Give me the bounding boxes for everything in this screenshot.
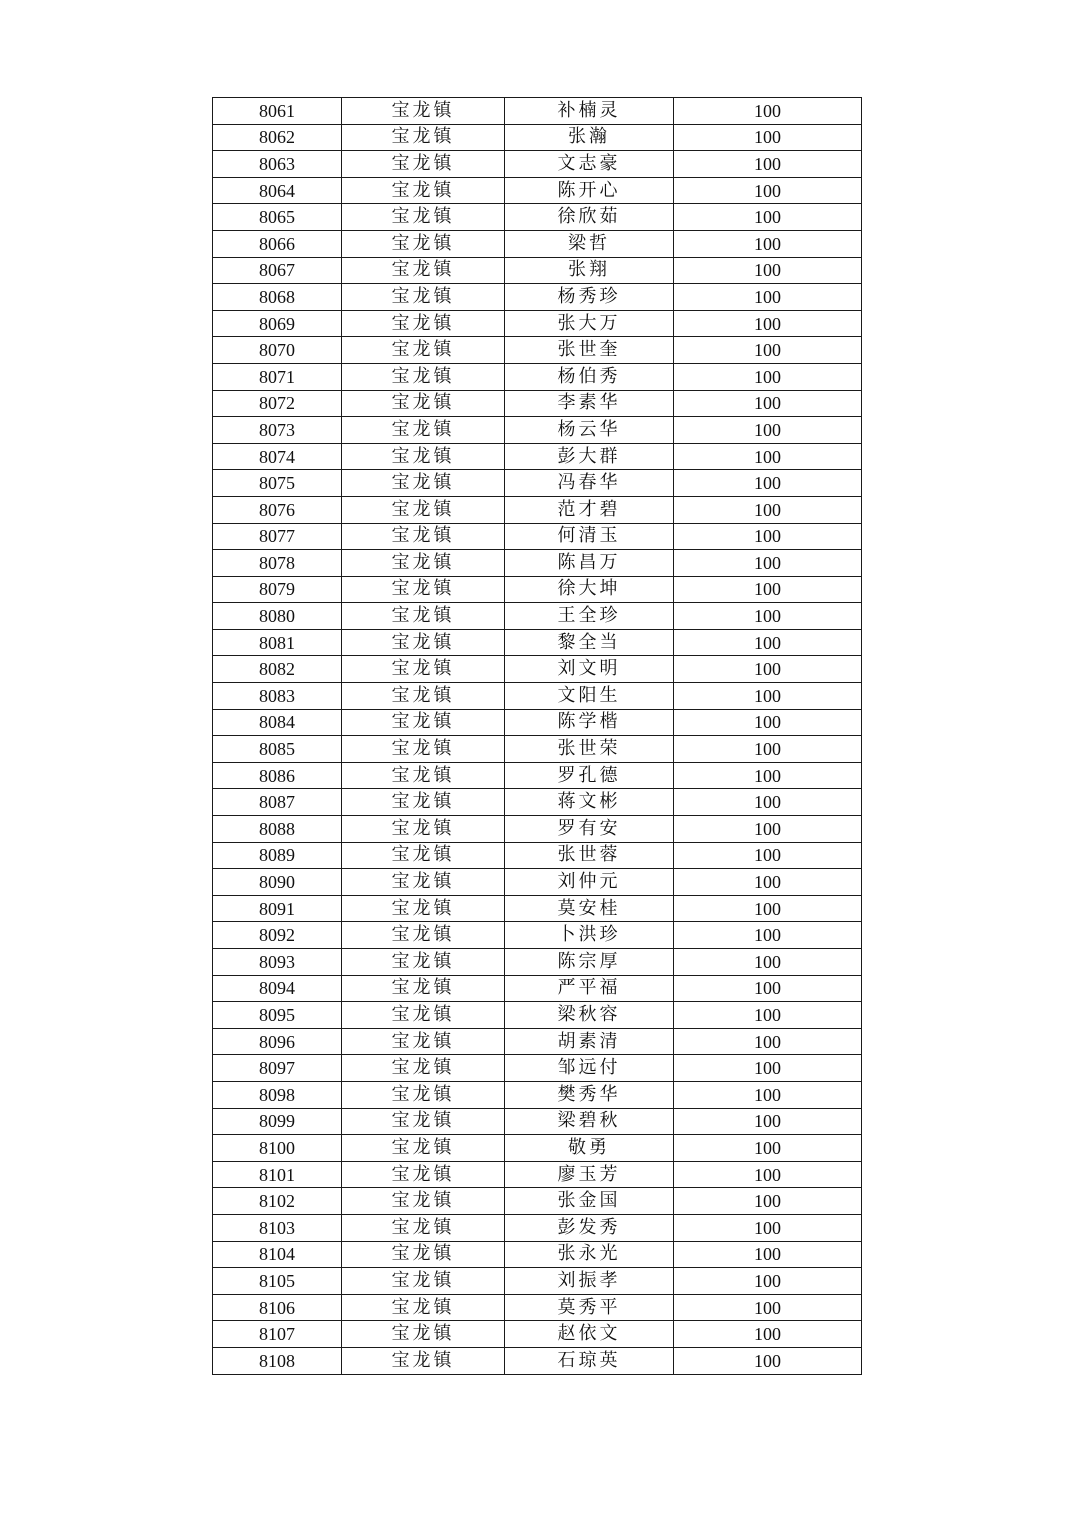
table-row	[213, 1161, 862, 1188]
amount-cell: 100	[674, 816, 862, 843]
name-cell: 罗孔德	[505, 762, 674, 789]
table-row	[213, 922, 862, 949]
town-cell: 宝龙镇	[342, 869, 505, 896]
name-cell: 张世荣	[505, 736, 674, 763]
amount-cell: 100	[674, 470, 862, 497]
town-cell: 宝龙镇	[342, 816, 505, 843]
row-number-cell: 8082	[213, 656, 342, 683]
amount-cell: 100	[674, 443, 862, 470]
name-cell: 张大万	[505, 310, 674, 337]
name-cell: 廖玉芳	[505, 1161, 674, 1188]
row-number-cell: 8100	[213, 1135, 342, 1162]
name-cell: 补楠灵	[505, 98, 674, 125]
town-cell: 宝龙镇	[342, 523, 505, 550]
table-row	[213, 523, 862, 550]
row-number-cell: 8099	[213, 1108, 342, 1135]
table-row	[213, 949, 862, 976]
town-cell: 宝龙镇	[342, 1055, 505, 1082]
town-cell: 宝龙镇	[342, 390, 505, 417]
town-cell: 宝龙镇	[342, 1188, 505, 1215]
table-row	[213, 1108, 862, 1135]
name-cell: 蒋文彬	[505, 789, 674, 816]
amount-cell: 100	[674, 1347, 862, 1374]
town-cell: 宝龙镇	[342, 177, 505, 204]
row-number-cell: 8108	[213, 1347, 342, 1374]
table-row	[213, 1135, 862, 1162]
table-row	[213, 470, 862, 497]
table-row	[213, 1081, 862, 1108]
row-number-cell: 8067	[213, 257, 342, 284]
amount-cell: 100	[674, 363, 862, 390]
table-row	[213, 789, 862, 816]
amount-cell: 100	[674, 98, 862, 125]
town-cell: 宝龙镇	[342, 98, 505, 125]
town-cell: 宝龙镇	[342, 550, 505, 577]
table-row	[213, 177, 862, 204]
table-row	[213, 257, 862, 284]
amount-cell: 100	[674, 789, 862, 816]
table-row	[213, 576, 862, 603]
name-cell: 张世蓉	[505, 842, 674, 869]
amount-cell: 100	[674, 337, 862, 364]
town-cell: 宝龙镇	[342, 922, 505, 949]
town-cell: 宝龙镇	[342, 310, 505, 337]
amount-cell: 100	[674, 496, 862, 523]
town-cell: 宝龙镇	[342, 1268, 505, 1295]
row-number-cell: 8065	[213, 204, 342, 231]
town-cell: 宝龙镇	[342, 1161, 505, 1188]
amount-cell: 100	[674, 1188, 862, 1215]
amount-cell: 100	[674, 1002, 862, 1029]
row-number-cell: 8068	[213, 284, 342, 311]
amount-cell: 100	[674, 550, 862, 577]
row-number-cell: 8066	[213, 230, 342, 257]
row-number-cell: 8079	[213, 576, 342, 603]
table-row	[213, 204, 862, 231]
roster-table-body	[213, 98, 862, 1375]
name-cell: 卜洪珍	[505, 922, 674, 949]
amount-cell: 100	[674, 523, 862, 550]
amount-cell: 100	[674, 1028, 862, 1055]
roster-table	[212, 97, 862, 1375]
amount-cell: 100	[674, 1135, 862, 1162]
name-cell: 彭发秀	[505, 1214, 674, 1241]
amount-cell: 100	[674, 1108, 862, 1135]
amount-cell: 100	[674, 1268, 862, 1295]
name-cell: 黎全当	[505, 629, 674, 656]
table-row	[213, 1188, 862, 1215]
row-number-cell: 8069	[213, 310, 342, 337]
town-cell: 宝龙镇	[342, 1002, 505, 1029]
table-row	[213, 363, 862, 390]
town-cell: 宝龙镇	[342, 762, 505, 789]
town-cell: 宝龙镇	[342, 789, 505, 816]
town-cell: 宝龙镇	[342, 603, 505, 630]
name-cell: 张翔	[505, 257, 674, 284]
table-row	[213, 230, 862, 257]
town-cell: 宝龙镇	[342, 1214, 505, 1241]
table-row	[213, 417, 862, 444]
town-cell: 宝龙镇	[342, 257, 505, 284]
row-number-cell: 8085	[213, 736, 342, 763]
town-cell: 宝龙镇	[342, 736, 505, 763]
amount-cell: 100	[674, 124, 862, 151]
table-row	[213, 603, 862, 630]
row-number-cell: 8077	[213, 523, 342, 550]
table-row	[213, 1321, 862, 1348]
table-row	[213, 550, 862, 577]
name-cell: 胡素清	[505, 1028, 674, 1055]
amount-cell: 100	[674, 736, 862, 763]
table-row	[213, 124, 862, 151]
table-row	[213, 816, 862, 843]
table-row	[213, 869, 862, 896]
row-number-cell: 8080	[213, 603, 342, 630]
name-cell: 何清玉	[505, 523, 674, 550]
town-cell: 宝龙镇	[342, 417, 505, 444]
row-number-cell: 8073	[213, 417, 342, 444]
town-cell: 宝龙镇	[342, 1108, 505, 1135]
amount-cell: 100	[674, 257, 862, 284]
name-cell: 范才碧	[505, 496, 674, 523]
table-row	[213, 98, 862, 125]
row-number-cell: 8084	[213, 709, 342, 736]
row-number-cell: 8096	[213, 1028, 342, 1055]
amount-cell: 100	[674, 177, 862, 204]
name-cell: 莫安桂	[505, 895, 674, 922]
name-cell: 杨秀珍	[505, 284, 674, 311]
town-cell: 宝龙镇	[342, 151, 505, 178]
amount-cell: 100	[674, 949, 862, 976]
amount-cell: 100	[674, 417, 862, 444]
table-row	[213, 284, 862, 311]
amount-cell: 100	[674, 1321, 862, 1348]
town-cell: 宝龙镇	[342, 629, 505, 656]
name-cell: 严平福	[505, 975, 674, 1002]
row-number-cell: 8091	[213, 895, 342, 922]
row-number-cell: 8081	[213, 629, 342, 656]
table-row	[213, 1268, 862, 1295]
table-row	[213, 390, 862, 417]
table-row	[213, 310, 862, 337]
row-number-cell: 8097	[213, 1055, 342, 1082]
name-cell: 文志豪	[505, 151, 674, 178]
town-cell: 宝龙镇	[342, 975, 505, 1002]
row-number-cell: 8101	[213, 1161, 342, 1188]
town-cell: 宝龙镇	[342, 443, 505, 470]
name-cell: 陈学楷	[505, 709, 674, 736]
table-row	[213, 1294, 862, 1321]
name-cell: 刘文明	[505, 656, 674, 683]
town-cell: 宝龙镇	[342, 656, 505, 683]
town-cell: 宝龙镇	[342, 204, 505, 231]
name-cell: 罗有安	[505, 816, 674, 843]
row-number-cell: 8090	[213, 869, 342, 896]
table-row	[213, 895, 862, 922]
row-number-cell: 8076	[213, 496, 342, 523]
town-cell: 宝龙镇	[342, 1347, 505, 1374]
amount-cell: 100	[674, 576, 862, 603]
name-cell: 彭大群	[505, 443, 674, 470]
row-number-cell: 8063	[213, 151, 342, 178]
table-row	[213, 443, 862, 470]
table-row	[213, 683, 862, 710]
name-cell: 徐欣茹	[505, 204, 674, 231]
table-row	[213, 1028, 862, 1055]
table-row	[213, 1241, 862, 1268]
town-cell: 宝龙镇	[342, 230, 505, 257]
amount-cell: 100	[674, 1214, 862, 1241]
row-number-cell: 8093	[213, 949, 342, 976]
name-cell: 王全珍	[505, 603, 674, 630]
town-cell: 宝龙镇	[342, 709, 505, 736]
town-cell: 宝龙镇	[342, 1081, 505, 1108]
row-number-cell: 8078	[213, 550, 342, 577]
amount-cell: 100	[674, 842, 862, 869]
row-number-cell: 8061	[213, 98, 342, 125]
row-number-cell: 8095	[213, 1002, 342, 1029]
amount-cell: 100	[674, 390, 862, 417]
name-cell: 陈昌万	[505, 550, 674, 577]
name-cell: 石琼英	[505, 1347, 674, 1374]
row-number-cell: 8107	[213, 1321, 342, 1348]
name-cell: 樊秀华	[505, 1081, 674, 1108]
town-cell: 宝龙镇	[342, 1321, 505, 1348]
row-number-cell: 8086	[213, 762, 342, 789]
amount-cell: 100	[674, 629, 862, 656]
town-cell: 宝龙镇	[342, 1135, 505, 1162]
town-cell: 宝龙镇	[342, 1241, 505, 1268]
table-row	[213, 1055, 862, 1082]
town-cell: 宝龙镇	[342, 683, 505, 710]
name-cell: 张瀚	[505, 124, 674, 151]
town-cell: 宝龙镇	[342, 1028, 505, 1055]
amount-cell: 100	[674, 1241, 862, 1268]
town-cell: 宝龙镇	[342, 363, 505, 390]
name-cell: 莫秀平	[505, 1294, 674, 1321]
amount-cell: 100	[674, 656, 862, 683]
table-row	[213, 736, 862, 763]
row-number-cell: 8072	[213, 390, 342, 417]
name-cell: 邹远付	[505, 1055, 674, 1082]
table-row	[213, 975, 862, 1002]
name-cell: 冯春华	[505, 470, 674, 497]
amount-cell: 100	[674, 1055, 862, 1082]
town-cell: 宝龙镇	[342, 284, 505, 311]
amount-cell: 100	[674, 310, 862, 337]
name-cell: 文阳生	[505, 683, 674, 710]
amount-cell: 100	[674, 1161, 862, 1188]
town-cell: 宝龙镇	[342, 949, 505, 976]
name-cell: 刘振孝	[505, 1268, 674, 1295]
amount-cell: 100	[674, 895, 862, 922]
row-number-cell: 8094	[213, 975, 342, 1002]
row-number-cell: 8064	[213, 177, 342, 204]
row-number-cell: 8083	[213, 683, 342, 710]
table-row	[213, 337, 862, 364]
row-number-cell: 8104	[213, 1241, 342, 1268]
town-cell: 宝龙镇	[342, 842, 505, 869]
name-cell: 张世奎	[505, 337, 674, 364]
name-cell: 张金国	[505, 1188, 674, 1215]
table-row	[213, 842, 862, 869]
name-cell: 杨伯秀	[505, 363, 674, 390]
town-cell: 宝龙镇	[342, 496, 505, 523]
table-row	[213, 762, 862, 789]
name-cell: 赵依文	[505, 1321, 674, 1348]
name-cell: 李素华	[505, 390, 674, 417]
amount-cell: 100	[674, 284, 862, 311]
row-number-cell: 8062	[213, 124, 342, 151]
name-cell: 陈宗厚	[505, 949, 674, 976]
table-row	[213, 151, 862, 178]
name-cell: 张永光	[505, 1241, 674, 1268]
row-number-cell: 8070	[213, 337, 342, 364]
row-number-cell: 8088	[213, 816, 342, 843]
table-row	[213, 1347, 862, 1374]
town-cell: 宝龙镇	[342, 470, 505, 497]
amount-cell: 100	[674, 709, 862, 736]
name-cell: 刘仲元	[505, 869, 674, 896]
row-number-cell: 8105	[213, 1268, 342, 1295]
name-cell: 杨云华	[505, 417, 674, 444]
amount-cell: 100	[674, 151, 862, 178]
amount-cell: 100	[674, 1081, 862, 1108]
amount-cell: 100	[674, 204, 862, 231]
name-cell: 梁碧秋	[505, 1108, 674, 1135]
town-cell: 宝龙镇	[342, 337, 505, 364]
name-cell: 徐大坤	[505, 576, 674, 603]
amount-cell: 100	[674, 230, 862, 257]
table-row	[213, 709, 862, 736]
row-number-cell: 8074	[213, 443, 342, 470]
table-row	[213, 656, 862, 683]
row-number-cell: 8102	[213, 1188, 342, 1215]
amount-cell: 100	[674, 1294, 862, 1321]
town-cell: 宝龙镇	[342, 576, 505, 603]
table-row	[213, 496, 862, 523]
amount-cell: 100	[674, 922, 862, 949]
name-cell: 梁秋容	[505, 1002, 674, 1029]
name-cell: 梁哲	[505, 230, 674, 257]
amount-cell: 100	[674, 869, 862, 896]
row-number-cell: 8092	[213, 922, 342, 949]
town-cell: 宝龙镇	[342, 124, 505, 151]
name-cell: 敬勇	[505, 1135, 674, 1162]
amount-cell: 100	[674, 762, 862, 789]
table-row	[213, 629, 862, 656]
row-number-cell: 8087	[213, 789, 342, 816]
name-cell: 陈开心	[505, 177, 674, 204]
table-row	[213, 1002, 862, 1029]
amount-cell: 100	[674, 603, 862, 630]
row-number-cell: 8106	[213, 1294, 342, 1321]
row-number-cell: 8075	[213, 470, 342, 497]
town-cell: 宝龙镇	[342, 895, 505, 922]
table-row	[213, 1214, 862, 1241]
town-cell: 宝龙镇	[342, 1294, 505, 1321]
row-number-cell: 8103	[213, 1214, 342, 1241]
row-number-cell: 8089	[213, 842, 342, 869]
amount-cell: 100	[674, 975, 862, 1002]
row-number-cell: 8098	[213, 1081, 342, 1108]
amount-cell: 100	[674, 683, 862, 710]
row-number-cell: 8071	[213, 363, 342, 390]
